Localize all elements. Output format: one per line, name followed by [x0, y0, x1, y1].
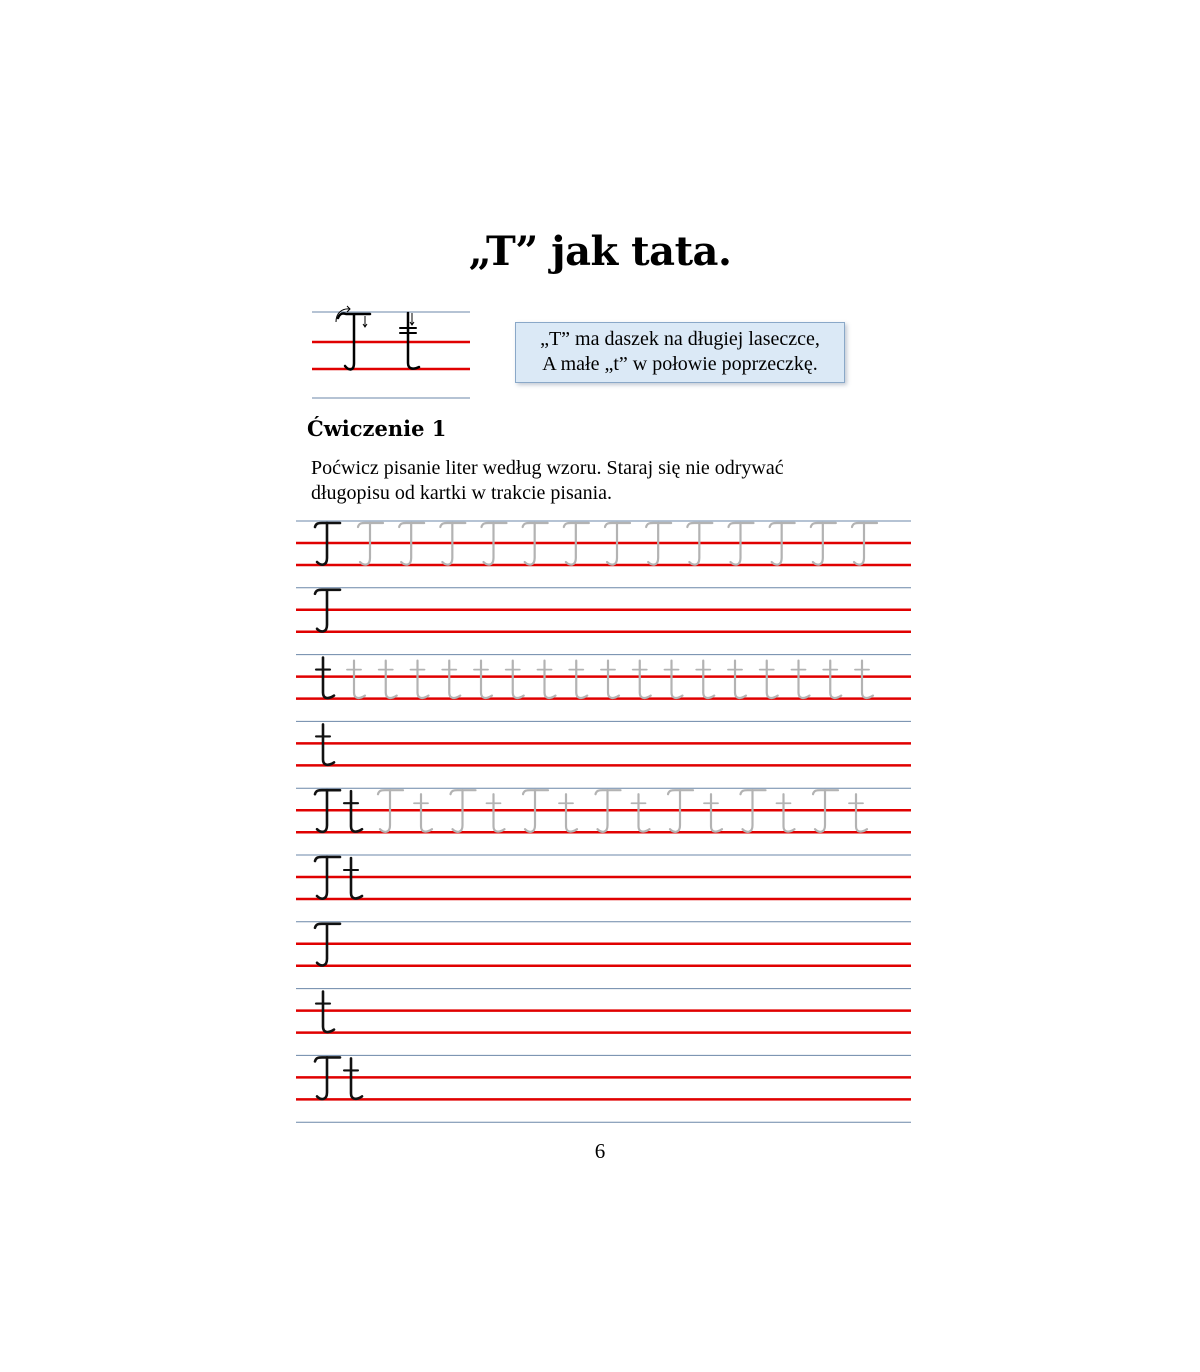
page-number: 6	[594, 1139, 606, 1163]
trace-letter-small-t	[442, 661, 460, 698]
trace-letter-small-t	[696, 661, 714, 698]
instruction-line-1: Poćwicz pisanie liter według wzoru. Staraj się nie odrywać	[311, 457, 784, 479]
trace-letter-small-t	[777, 794, 795, 831]
rhyme-line-2: A małe „t” w połowie poprzeczkę.	[542, 353, 818, 375]
trace-letter-small-t	[414, 794, 432, 831]
trace-letter-small-t	[855, 661, 873, 698]
instruction-line-2: długopisu od kartki w trakcie pisania.	[311, 482, 613, 504]
trace-letter-small-t	[728, 661, 746, 698]
trace-letter-small-t	[347, 661, 365, 698]
trace-letter-small-t	[538, 661, 556, 698]
trace-letter-small-t	[379, 661, 397, 698]
trace-letter-small-t	[632, 794, 650, 831]
rhyme-line-1: „T” ma daszek na długiej laseczce,	[540, 328, 820, 350]
trace-letter-small-t	[411, 661, 429, 698]
trace-letter-small-t	[665, 661, 683, 698]
trace-letter-small-t	[704, 794, 722, 831]
trace-letter-small-t	[487, 794, 505, 831]
trace-letter-small-t	[601, 661, 619, 698]
trace-letter-small-t	[569, 661, 587, 698]
trace-letter-small-t	[559, 794, 577, 831]
trace-letter-small-t	[849, 794, 867, 831]
trace-letter-small-t	[474, 661, 492, 698]
trace-letter-small-t	[633, 661, 651, 698]
trace-letter-small-t	[823, 661, 841, 698]
trace-letter-small-t	[792, 661, 810, 698]
trace-letter-small-t	[760, 661, 778, 698]
trace-letter-small-t	[506, 661, 524, 698]
exercise-title: Ćwiczenie 1	[307, 416, 447, 441]
page-title: „T” jak tata.	[468, 228, 732, 275]
